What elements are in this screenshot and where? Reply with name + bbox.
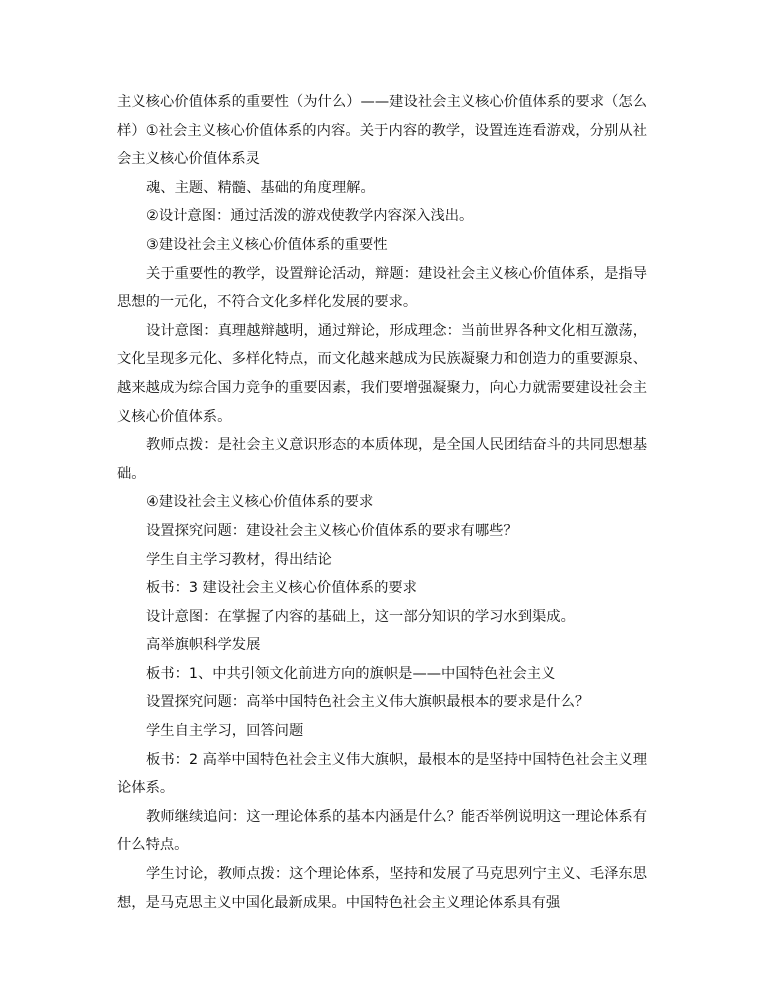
paragraph-16: 学生自主学习，回答问题 [146, 723, 304, 740]
paragraph-18: 教师继续追问：这一理论体系的基本内涵是什么？能否举例说明这一理论体系有什么特点。 [117, 808, 647, 854]
paragraph-13: 高举旗帜科学发展 [146, 637, 261, 654]
paragraph-5: 关于重要性的教学，设置辩论活动，辩题：建设社会主义核心价值体系，是指导思想的一元化，不符合文化多样化发展的要求。 [117, 265, 647, 311]
paragraph-6: 设计意图：真理越辩越明，通过辩论，形成理念：当前世界各种文化相互激荡，文化呈现多元化、多样化特点，而文化越来越成为民族凝聚力和创造力的重要源泉、越来越成为综合国力竞争的重要因素，我们要增强凝聚力，向心力就需要建设社会主义核心价值体系。 [117, 322, 647, 425]
paragraph-17: 板书：2 高举中国特色社会主义伟大旗帜，最根本的是坚持中国特色社会主义理论体系。 [117, 751, 647, 797]
paragraph-15: 设置探究问题：高举中国特色社会主义伟大旗帜最根本的要求是什么？ [146, 694, 590, 711]
paragraph-4: ③建设社会主义核心价值体系的重要性 [146, 236, 388, 253]
paragraph-11: 板书：3 建设社会主义核心价值体系的要求 [146, 580, 417, 597]
paragraph-1: 主义核心价值体系的重要性（为什么）——建设社会主义核心价值体系的要求（怎么样）①社会主义核心价值体系的内容。关于内容的教学，设置连连看游戏，分别从社会主义核心价值体系灵 [117, 94, 647, 168]
paragraph-2: 魂、主题、精髓、基础的角度理解。 [146, 179, 375, 196]
paragraph-8: ④建设社会主义核心价值体系的要求 [146, 494, 374, 511]
paragraph-7: 教师点拨：是社会主义意识形态的本质体现，是全国人民团结奋斗的共同思想基础。 [117, 437, 647, 482]
paragraph-12: 设计意图：在掌握了内容的基础上，这一部分知识的学习水到渠成。 [146, 608, 575, 625]
paragraph-14: 板书：1、中共引领文化前进方向的旗帜是——中国特色社会主义 [146, 665, 556, 682]
document-body [117, 88, 647, 917]
paragraph-9: 设置探究问题：建设社会主义核心价值体系的要求有哪些？ [146, 522, 518, 539]
paragraph-10: 学生自主学习教材，得出结论 [146, 551, 332, 568]
paragraph-3: ②设计意图：通过活泼的游戏使教学内容深入浅出。 [146, 208, 474, 225]
paragraph-19: 学生讨论，教师点拨：这个理论体系，坚持和发展了马克思列宁主义、毛泽东思想，是马克思主义中国化最新成果。中国特色社会主义理论体系具有强 [117, 866, 647, 911]
